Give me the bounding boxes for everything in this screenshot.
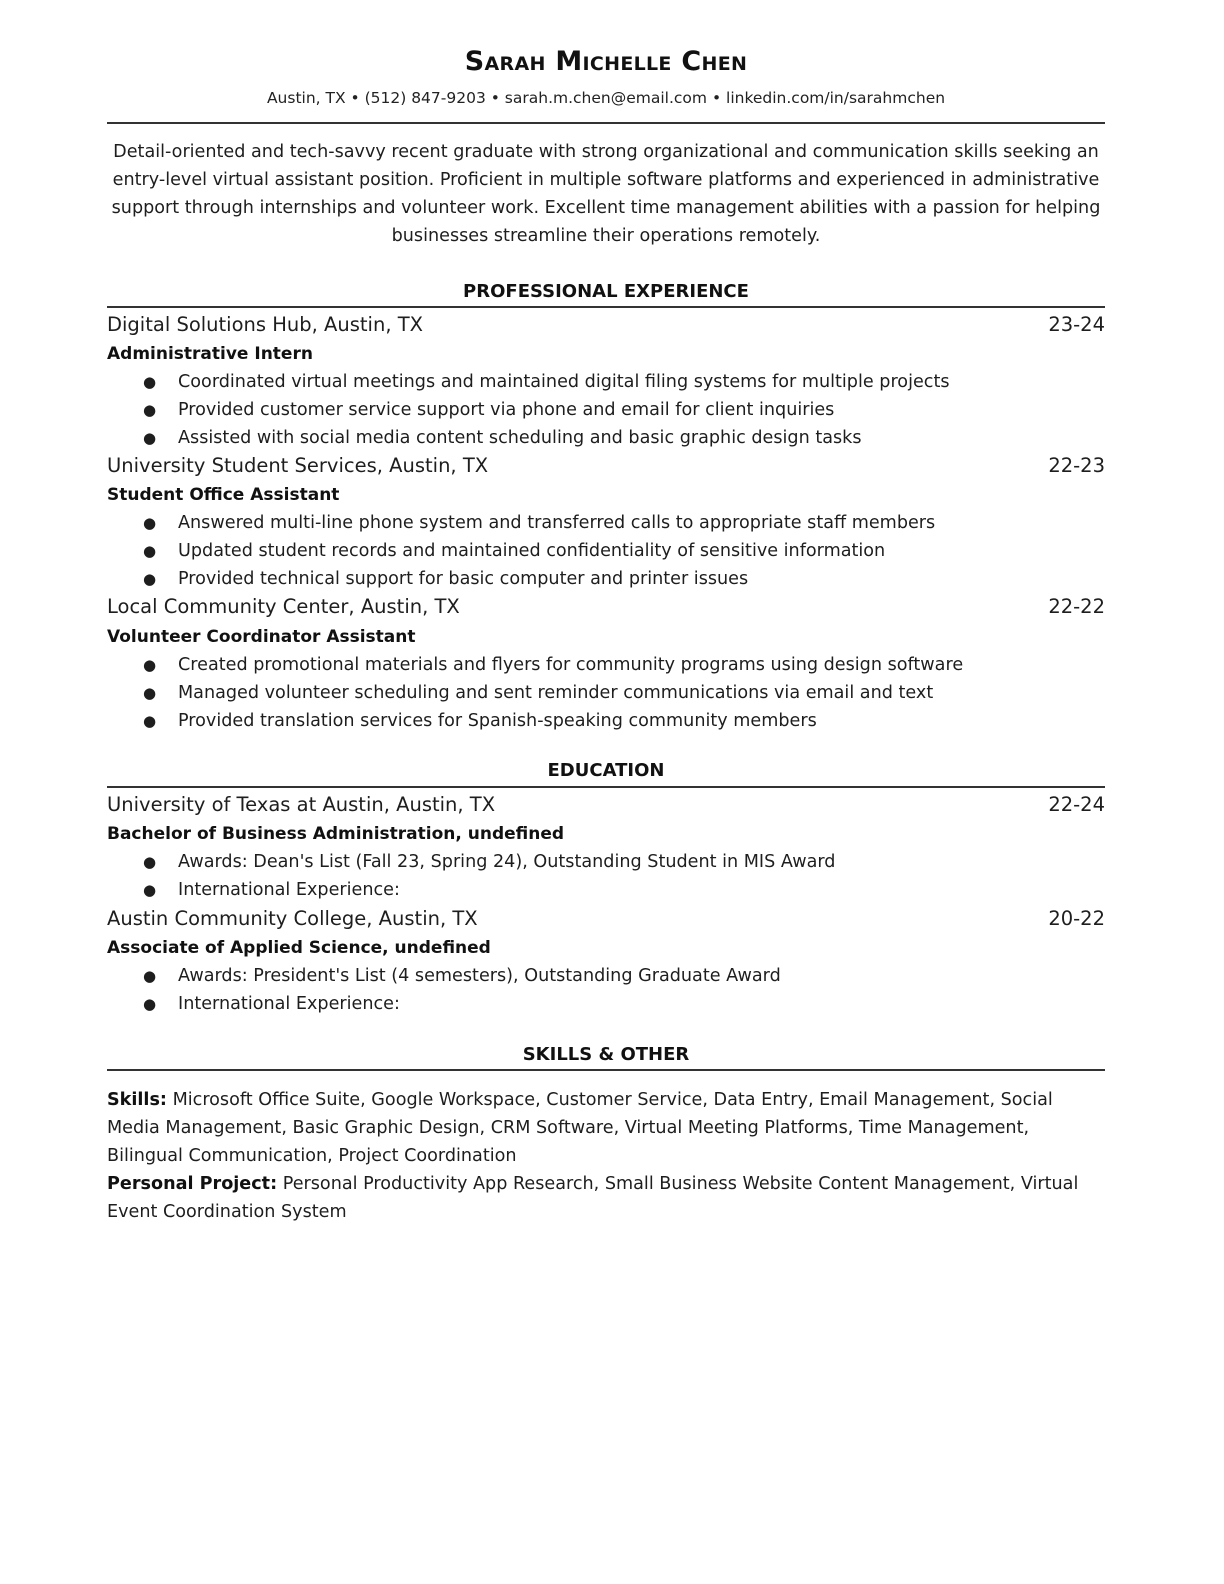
bullet-icon: ●: [143, 373, 157, 391]
institution: Austin Community College, Austin, TX: [107, 907, 478, 930]
skills-label: Skills:: [107, 1090, 167, 1110]
section-title-education: EDUCATION: [547, 760, 665, 781]
skills-paragraph: [107, 1086, 1105, 1170]
bullet-icon: ●: [143, 401, 157, 419]
bullet-icon: ●: [143, 881, 157, 899]
bullet-icon: ●: [143, 429, 157, 447]
degree: Bachelor of Business Administration, undefined: [107, 824, 565, 844]
skills-text: Microsoft Office Suite, Google Workspace, Customer Service, Data Entry, Email Management, Social Media Management, Basic Graphic Design, CRM Software, Virtual Meeting Platforms, Time Management, Bilingual Communication, Project Coordination: [107, 1090, 1053, 1166]
job-title: Volunteer Coordinator Assistant: [107, 627, 416, 647]
bullet-icon: ●: [143, 967, 157, 985]
bullet-icon: ●: [143, 542, 157, 560]
degree: Associate of Applied Science, undefined: [107, 938, 491, 958]
experience-entry-header: [107, 312, 1105, 338]
dates: 23-24: [1048, 313, 1105, 336]
bullet-icon: ●: [143, 570, 157, 588]
organization: Digital Solutions Hub, Austin, TX: [107, 313, 423, 336]
job-title: Student Office Assistant: [107, 485, 340, 505]
experience-entry-header: [107, 594, 1105, 620]
section-title-skills: SKILLS & OTHER: [522, 1044, 690, 1065]
education-entry-header: [107, 792, 1105, 818]
education-entry-header: [107, 906, 1105, 932]
bullet-icon: ●: [143, 995, 157, 1013]
personal-project-label: Personal Project:: [107, 1174, 278, 1194]
bullet-icon: ●: [143, 656, 157, 674]
summary-paragraph: Detail-oriented and tech-savvy recent graduate with strong organizational and communication skills seeking an entry-level virtual assistant position. Proficient in multiple software platforms and experienced in administrative support through internships and volunteer work. Excellent time management abilities with a passion for helping businesses streamline their operations remotely.: [111, 142, 1101, 246]
bullet-icon: ●: [143, 684, 157, 702]
dates: 22-24: [1048, 793, 1105, 816]
organization: University Student Services, Austin, TX: [107, 454, 489, 477]
job-title: Administrative Intern: [107, 344, 313, 364]
bullet-icon: ●: [143, 514, 157, 532]
institution: University of Texas at Austin, Austin, TX: [107, 793, 496, 816]
candidate-name: Sarah Michelle Chen: [464, 46, 748, 77]
dates: 22-22: [1048, 595, 1105, 618]
bullet-icon: ●: [143, 853, 157, 871]
experience-entry-header: [107, 453, 1105, 479]
education-divider: [107, 786, 1105, 788]
bullet-icon: ●: [143, 712, 157, 730]
personal-project-text: Personal Productivity App Research, Small Business Website Content Management, Virtual Event Coordination System: [107, 1174, 1079, 1222]
dates: 20-22: [1048, 907, 1105, 930]
dates: 22-23: [1048, 454, 1105, 477]
contact-line: Austin, TX • (512) 847-9203 • sarah.m.chen@email.com • linkedin.com/in/sarahmchen: [266, 89, 946, 107]
header-divider: [107, 122, 1105, 124]
skills-divider: [107, 1069, 1105, 1071]
experience-divider: [107, 306, 1105, 308]
personal-project-paragraph: [107, 1170, 1105, 1226]
organization: Local Community Center, Austin, TX: [107, 595, 460, 618]
section-title-experience: PROFESSIONAL EXPERIENCE: [463, 281, 749, 302]
